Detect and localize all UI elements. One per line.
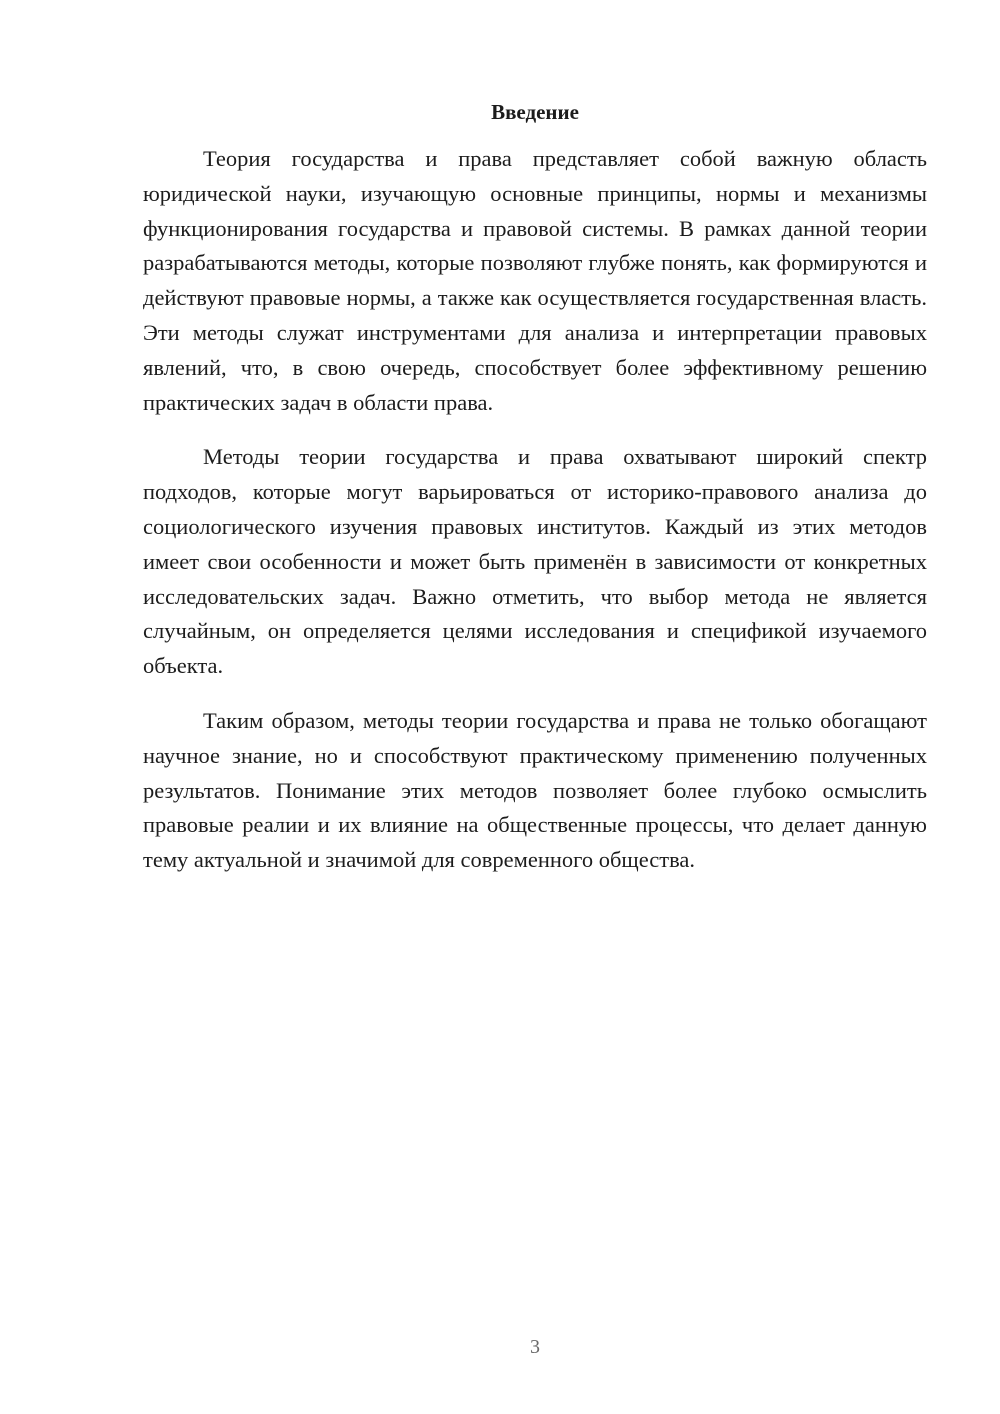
section-title: Введение <box>491 100 579 124</box>
paragraph-1: Теория государства и права представляет собой важную область юридической науки, изучающую основные принципы, нормы и механизмы функционирования государства и правовой системы. В рамках данной теории разрабатываются методы, которые позволяют глубже понять, как формируются и действуют правовые нормы, а также как осуществляется государственная власть. Эти методы служат инструментами для анализа и интерпретации правовых явлений, что, в свою очередь, способствует более эффективному решению практических задач в области права. <box>143 146 927 415</box>
page-number: 3 <box>530 1336 540 1358</box>
paragraph-3: Таким образом, методы теории государства и права не только обогащают научное знание, но и способствуют практическому применению полученных результатов. Понимание этих методов позволяет более глубоко осмыслить правовые реалии и их влияние на общественные процессы, что делает данную тему актуальной и значимой для современного общества. <box>143 707 927 873</box>
body-text <box>143 142 927 898</box>
paragraph-2: Методы теории государства и права охватывают широкий спектр подходов, которые могут варьироваться от историко-правового анализа до социологического изучения правовых институтов. Каждый из этих методов имеет свои особенности и может быть применён в зависимости от конкретных исследовательских задач. Важно отметить, что выбор метода не является случайным, он определяется целями исследования и спецификой изучаемого объекта. <box>143 444 927 679</box>
